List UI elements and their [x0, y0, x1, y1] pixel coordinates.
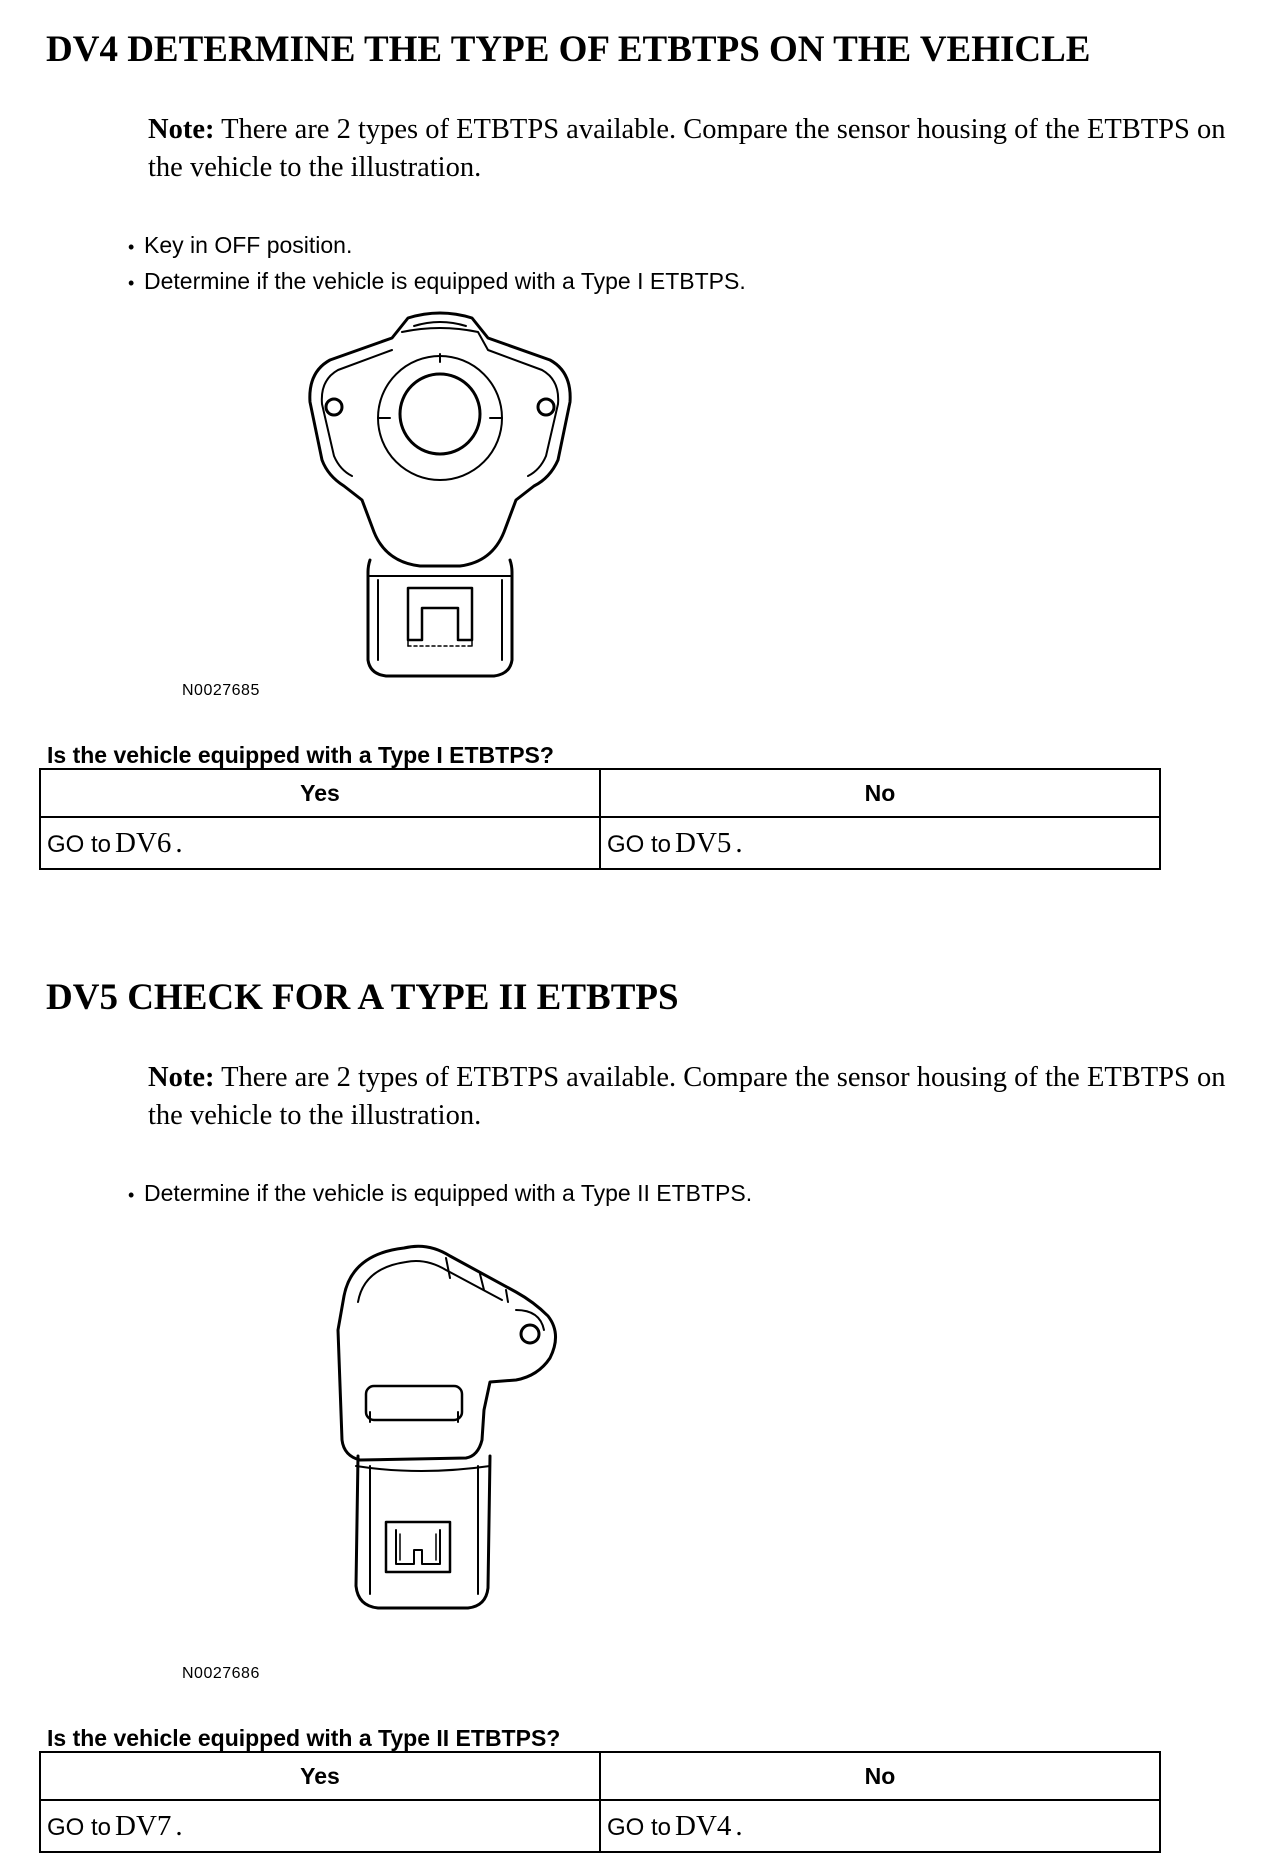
table-header-row [40, 1752, 1160, 1800]
bullet-icon: • [128, 1185, 135, 1205]
note-paragraph [148, 111, 1258, 187]
table-header-yes: Yes [40, 769, 600, 817]
table-header-yes: Yes [40, 1752, 600, 1800]
figure-id: N0027685 [182, 682, 260, 699]
goto-link-dv6[interactable]: DV6 [115, 826, 172, 859]
table-header-no: No [600, 1752, 1160, 1800]
note-text: There are 2 types of ETBTPS available. Compare the sensor housing of the ETBTPS on the vehicle to the illustration. [148, 1062, 1226, 1131]
figure-id: N0027686 [182, 1665, 260, 1682]
section-heading: DV5 CHECK FOR A TYPE II ETBTPS [46, 977, 679, 1018]
table-cell-no: GO to DV4 . [600, 1800, 1160, 1852]
table-cell-yes: GO to DV6 . [40, 817, 600, 869]
section-dv5 [0, 950, 1264, 1842]
note-text: There are 2 types of ETBTPS available. Compare the sensor housing of the ETBTPS on the vehicle to the illustration. [148, 114, 1226, 183]
type-2-sensor-illustration [330, 1230, 620, 1630]
table-header-row [40, 769, 1160, 817]
note-label: Note: [148, 1062, 215, 1093]
goto-link-dv5[interactable]: DV5 [675, 826, 732, 859]
type-1-sensor-illustration [290, 310, 590, 685]
decision-table [39, 768, 1161, 870]
note-label: Note: [148, 114, 215, 145]
goto-link-dv4[interactable]: DV4 [675, 1809, 732, 1842]
table-cell-no: GO to DV5 . [600, 817, 1160, 869]
list-item: • Key in OFF position. [128, 228, 746, 264]
instruction-list [128, 1176, 752, 1212]
question-text: Is the vehicle equipped with a Type I ETBTPS? [47, 742, 554, 768]
table-row [40, 1800, 1160, 1852]
bullet-icon: • [128, 237, 135, 257]
question-text: Is the vehicle equipped with a Type II ETBTPS? [47, 1725, 561, 1751]
table-header-no: No [600, 769, 1160, 817]
instruction-list [128, 228, 746, 300]
bullet-icon: • [128, 273, 135, 293]
section-heading: DV4 DETERMINE THE TYPE OF ETBTPS ON THE VEHICLE [46, 29, 1091, 70]
goto-link-dv7[interactable]: DV7 [115, 1809, 172, 1842]
list-item: • Determine if the vehicle is equipped with a Type II ETBTPS. [128, 1176, 752, 1212]
table-cell-yes: GO to DV7 . [40, 1800, 600, 1852]
table-row [40, 817, 1160, 869]
note-paragraph [148, 1059, 1258, 1135]
decision-table [39, 1751, 1161, 1853]
list-item: • Determine if the vehicle is equipped with a Type I ETBTPS. [128, 264, 746, 300]
section-dv4 [0, 0, 1264, 900]
